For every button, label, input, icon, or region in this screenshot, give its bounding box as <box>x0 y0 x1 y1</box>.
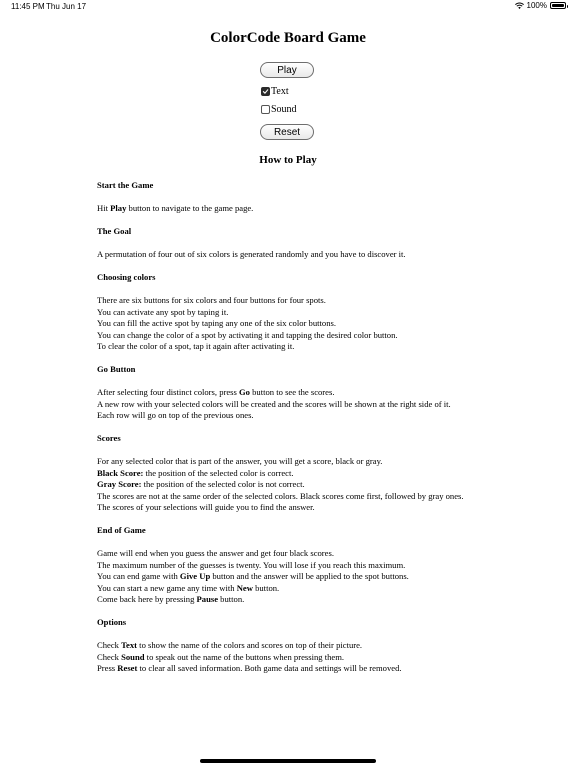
bold-run: Pause <box>196 594 219 604</box>
battery-fill <box>552 4 564 7</box>
scores-line-5: The scores of your selections will guide you to find the answer. <box>97 502 315 512</box>
text-run: the position of the selected color is correct. <box>143 467 294 478</box>
go-line-3: Each row will go on top of the previous ones. <box>97 410 254 420</box>
status-right <box>515 1 566 10</box>
section-heading-end: End of Game <box>97 525 146 535</box>
bold-run: Sound <box>121 651 145 662</box>
play-button[interactable]: Play <box>260 62 314 78</box>
go-line-1 <box>97 387 557 399</box>
text-run: to clear all saved information. Both game data and settings will be removed. <box>137 663 402 673</box>
options-line-3 <box>97 663 557 675</box>
wifi-icon <box>515 2 524 10</box>
status-bar <box>0 0 576 14</box>
text-run: to speak out the name of the buttons when pressing them. <box>144 651 345 662</box>
text-run: button. <box>252 582 280 593</box>
scores-line-4: The scores are not at the same order of the selected colors. Black scores come first, followed by gray ones. <box>97 490 464 501</box>
sound-option-label: Sound <box>271 104 297 115</box>
go-line-2: A new row with your selected colors will be created and the scores will be shown at the right side of it. <box>97 398 451 409</box>
end-line-1: Game will end when you guess the answer and get four black scores. <box>97 548 334 558</box>
section-heading-choosing: Choosing colors <box>97 272 156 282</box>
bold-run: Gray Score: <box>97 479 142 489</box>
text-run: Check <box>97 640 122 650</box>
choosing-line-2: You can activate any spot by taping it. <box>97 306 229 317</box>
status-time: 11:45 PM <box>11 2 45 11</box>
how-to-title: How to Play <box>259 154 317 166</box>
page-title: ColorCode Board Game <box>210 30 366 46</box>
end-line-5 <box>97 594 557 606</box>
bold-run: New <box>236 582 253 593</box>
battery-icon <box>550 2 566 9</box>
text-run: Hit <box>97 203 111 213</box>
reset-button[interactable]: Reset <box>260 124 314 140</box>
text-run: You can end game with <box>97 571 180 581</box>
sound-checkbox[interactable] <box>261 105 270 114</box>
sound-option[interactable] <box>261 104 297 115</box>
text-run: After selecting four distinct colors, press <box>97 387 239 397</box>
text-run: to show the name of the colors and scores on top of their picture. <box>137 640 363 650</box>
options-line-1 <box>97 640 557 652</box>
section-heading-go: Go Button <box>97 364 136 374</box>
scores-line-1: For any selected color that is part of the answer, you will get a score, black or gray. <box>97 456 383 466</box>
text-run: Press <box>97 663 118 673</box>
text-run: button. <box>218 594 245 604</box>
scores-line-3 <box>97 479 557 491</box>
text-run: button to navigate to the game page. <box>126 203 254 213</box>
end-line-3 <box>97 571 557 583</box>
scores-line-2 <box>97 468 557 480</box>
options-line-2 <box>97 652 557 664</box>
goal-line-1: A permutation of four out of six colors is generated randomly and you have to discover it. <box>97 249 406 259</box>
text-run: button to see the scores. <box>249 387 335 397</box>
checkmark-icon <box>262 88 269 95</box>
text-checkbox[interactable] <box>261 87 270 96</box>
bold-run: Go <box>239 387 250 397</box>
text-option[interactable] <box>261 86 289 97</box>
battery-percent: 100% <box>526 1 547 10</box>
bold-run: Reset <box>117 663 138 673</box>
section-heading-goal: The Goal <box>97 226 132 236</box>
choosing-line-1: There are six buttons for six colors and four buttons for four spots. <box>97 295 326 305</box>
home-indicator[interactable] <box>200 759 376 763</box>
bold-run: Play <box>110 203 127 213</box>
status-date: Thu Jun 17 <box>46 2 87 11</box>
section-heading-start: Start the Game <box>97 180 154 190</box>
text-run: Check <box>97 651 122 662</box>
instructions <box>97 180 557 675</box>
text-option-label: Text <box>271 86 289 97</box>
section-heading-options: Options <box>97 617 127 627</box>
choosing-line-5: To clear the color of a spot, tap it again after activating it. <box>97 341 295 351</box>
choosing-line-4: You can change the color of a spot by activating it and tapping the desired color button. <box>97 329 398 340</box>
section-heading-scores: Scores <box>97 433 121 443</box>
text-run: Come back here by pressing <box>97 594 197 604</box>
bold-run: Black Score: <box>97 467 144 478</box>
text-run: button and the answer will be applied to the spot buttons. <box>210 571 409 581</box>
text-run: the position of the selected color is not correct. <box>141 479 305 489</box>
bold-run: Text <box>121 640 138 650</box>
start-line-1 <box>97 203 557 215</box>
end-line-2: The maximum number of the guesses is twenty. You will lose if you reach this maximum. <box>97 559 406 570</box>
bold-run: Give Up <box>179 571 211 581</box>
text-run: You can start a new game any time with <box>97 582 237 593</box>
end-line-4 <box>97 583 557 595</box>
choosing-line-3: You can fill the active spot by taping any one of the six color buttons. <box>97 318 336 328</box>
